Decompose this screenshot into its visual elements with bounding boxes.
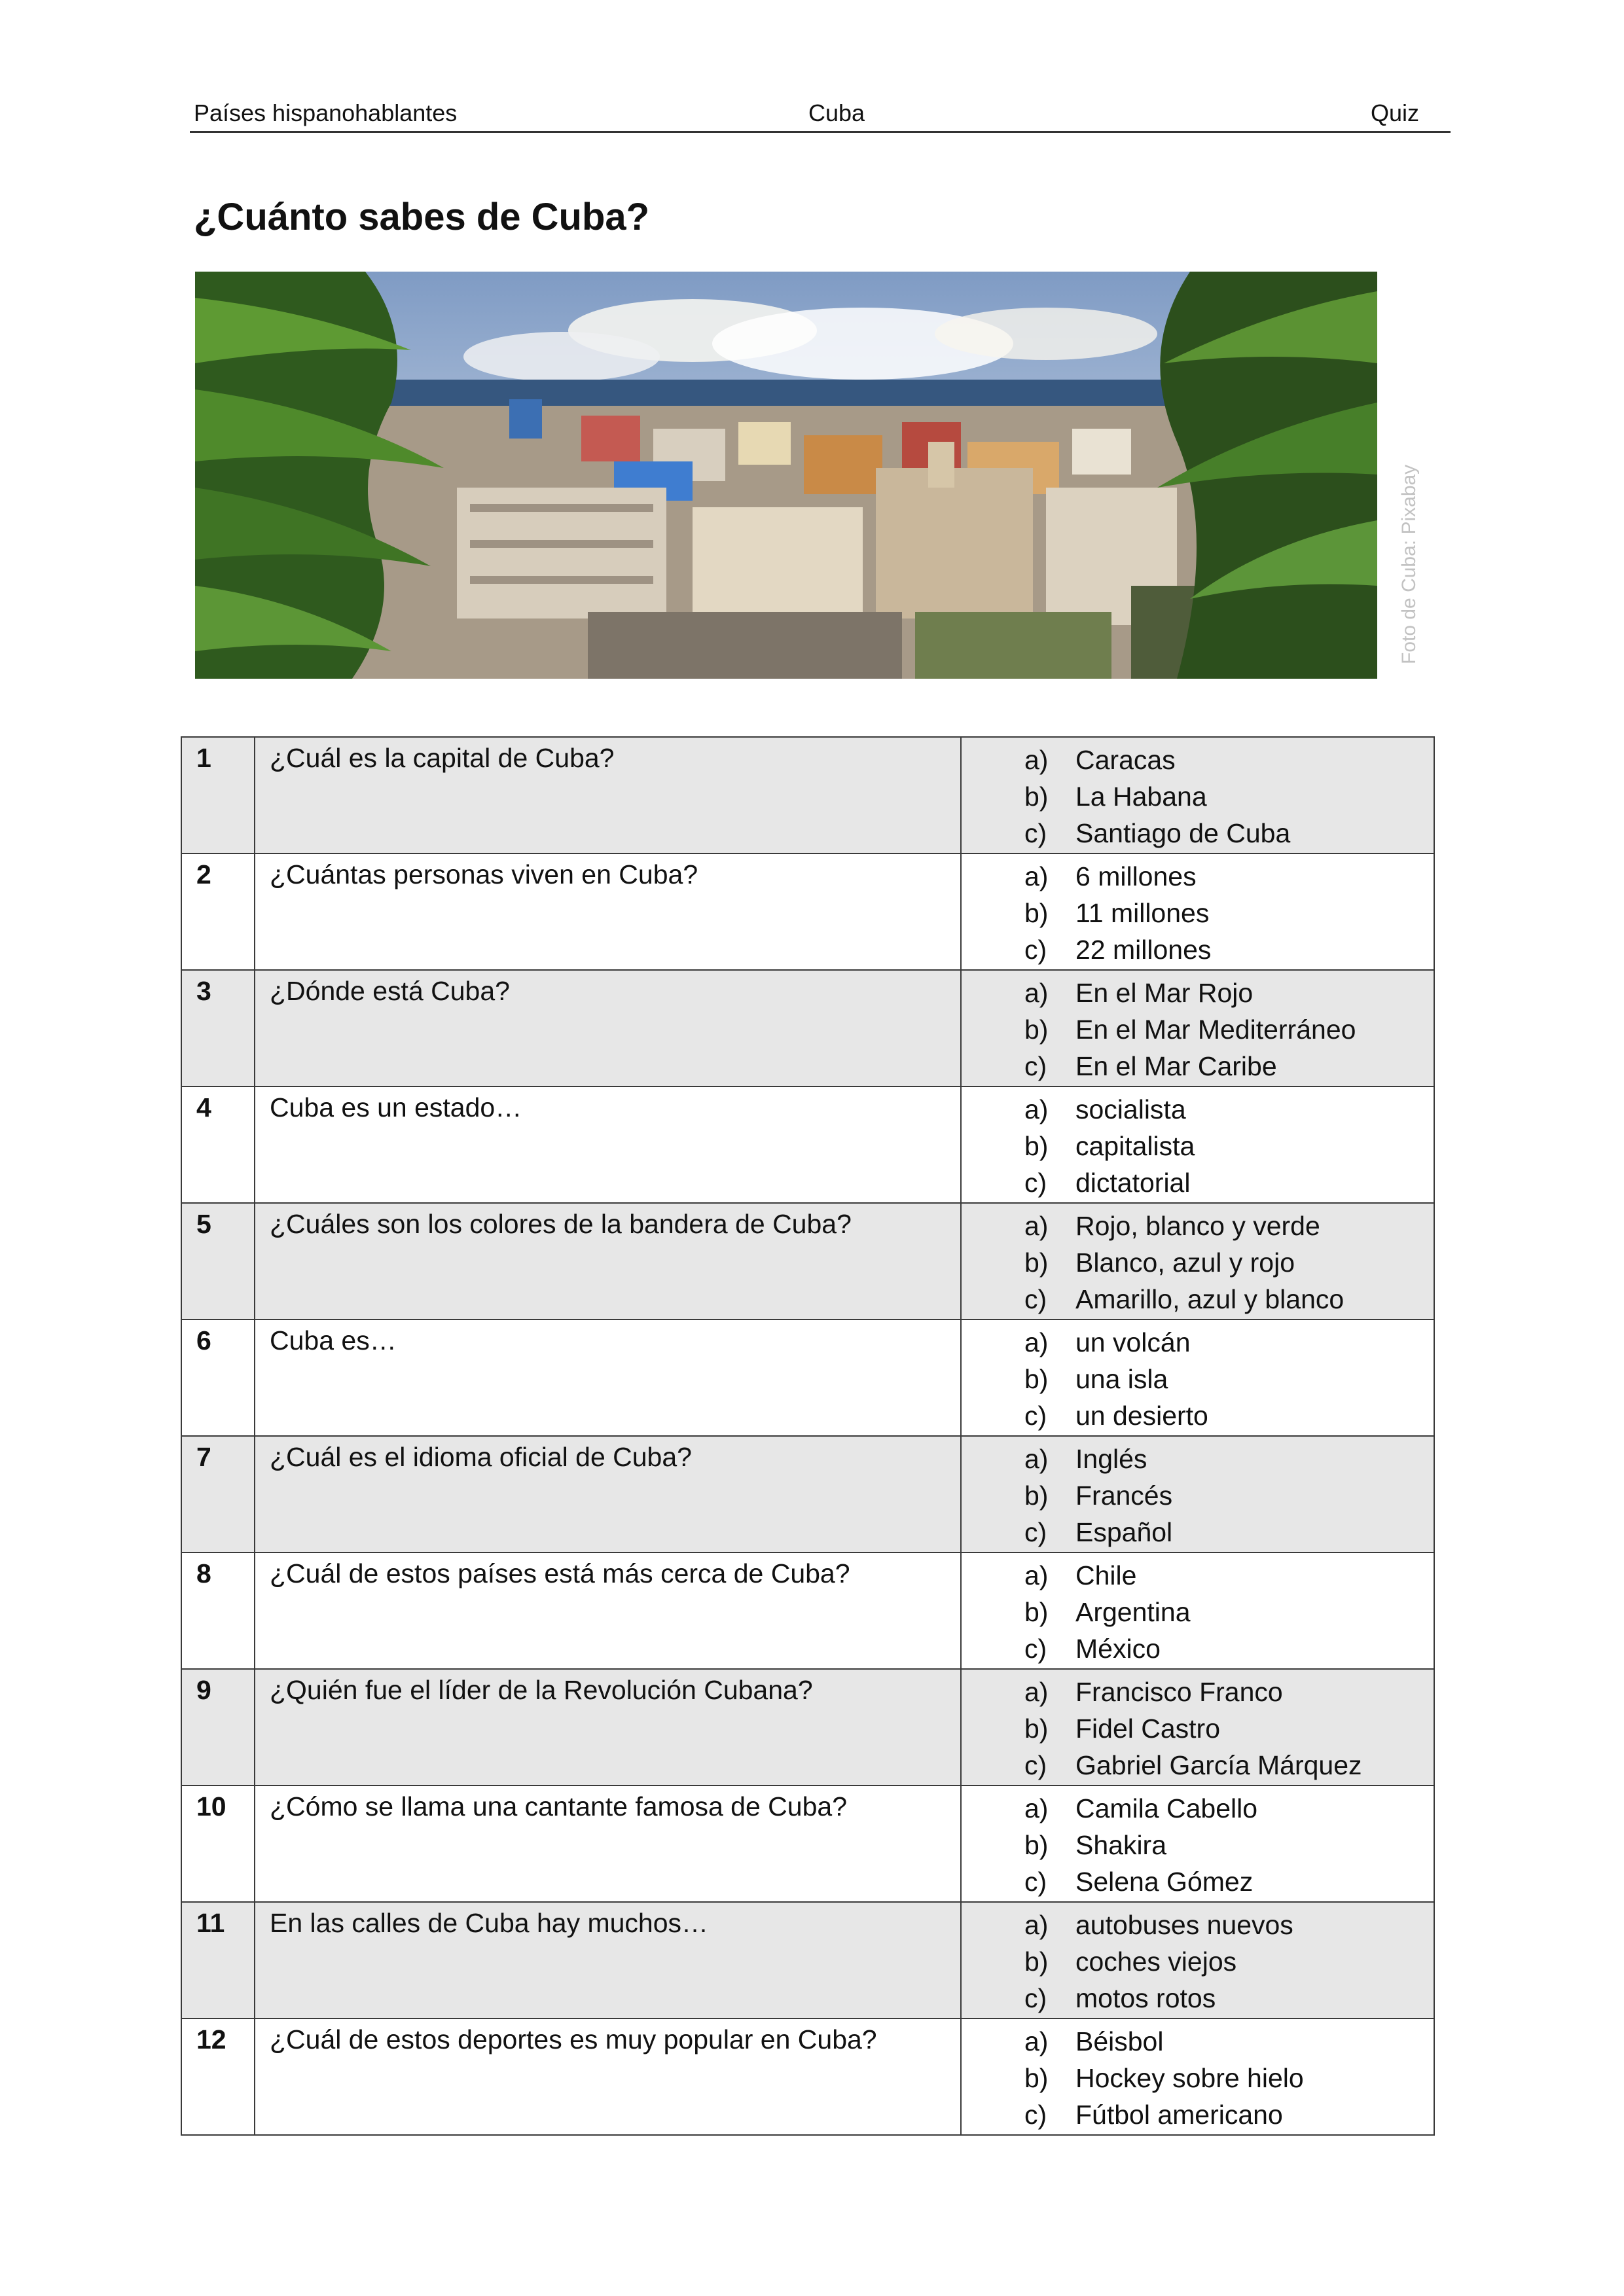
question-text: ¿Cuál de estos países está más cerca de Cuba? <box>255 1552 961 1669</box>
option-text: Hockey sobre hielo <box>1075 2063 1304 2093</box>
option-letter: c) <box>1024 1867 1047 1897</box>
option-letter: b) <box>1024 1597 1049 1627</box>
option-letter: b) <box>1024 2063 1049 2093</box>
option-letter: a) <box>1024 1444 1049 1474</box>
question-number: 11 <box>181 1902 255 2018</box>
option-letter: a) <box>1024 1793 1049 1823</box>
answer-options <box>961 1552 1434 1669</box>
answer-options <box>961 1436 1434 1552</box>
option-text: Blanco, azul y rojo <box>1075 1247 1295 1278</box>
question-text: ¿Cuál de estos deportes es muy popular en Cuba? <box>255 2018 961 2135</box>
question-row <box>181 970 1434 1086</box>
answer-option[interactable] <box>1024 1325 1434 1362</box>
answer-options <box>961 853 1434 970</box>
option-text: Inglés <box>1075 1444 1147 1474</box>
option-text: La Habana <box>1075 781 1207 812</box>
option-letter: b) <box>1024 1014 1049 1045</box>
option-text: Francisco Franco <box>1075 1677 1283 1707</box>
question-text: En las calles de Cuba hay muchos… <box>255 1902 961 2018</box>
question-text: Cuba es un estado… <box>255 1086 961 1203</box>
question-text: ¿Cuál es la capital de Cuba? <box>255 737 961 853</box>
question-text: ¿Cuántas personas viven en Cuba? <box>255 853 961 970</box>
option-letter: c) <box>1024 818 1047 848</box>
answer-option[interactable] <box>1024 1013 1434 1049</box>
option-text: dictatorial <box>1075 1168 1191 1198</box>
answer-option[interactable] <box>1024 1632 1434 1668</box>
answer-options <box>961 1203 1434 1319</box>
option-text: capitalista <box>1075 1131 1195 1161</box>
answer-options <box>961 737 1434 853</box>
option-text: 22 millones <box>1075 935 1212 965</box>
answer-option[interactable] <box>1024 743 1434 780</box>
option-letter: b) <box>1024 1830 1049 1860</box>
option-text: Béisbol <box>1075 2026 1164 2056</box>
answer-options <box>961 1669 1434 1785</box>
question-row <box>181 1669 1434 1785</box>
option-text: En el Mar Caribe <box>1075 1051 1277 1081</box>
answer-option[interactable] <box>1024 816 1434 853</box>
answer-options <box>961 1086 1434 1203</box>
option-letter: a) <box>1024 1677 1049 1707</box>
question-row <box>181 1086 1434 1203</box>
option-text: Selena Gómez <box>1075 1867 1254 1897</box>
answer-options <box>961 1319 1434 1436</box>
question-number: 5 <box>181 1203 255 1319</box>
option-text: Amarillo, azul y blanco <box>1075 1284 1344 1314</box>
option-text: Fidel Castro <box>1075 1713 1221 1744</box>
option-letter: a) <box>1024 978 1049 1008</box>
option-text: En el Mar Rojo <box>1075 978 1254 1008</box>
option-text: Argentina <box>1075 1597 1191 1627</box>
option-letter: c) <box>1024 1284 1047 1314</box>
question-text: ¿Quién fue el líder de la Revolución Cubana? <box>255 1669 961 1785</box>
question-row <box>181 1785 1434 1902</box>
option-letter: b) <box>1024 1364 1049 1394</box>
answer-option[interactable] <box>1024 1442 1434 1479</box>
question-number: 10 <box>181 1785 255 1902</box>
answer-options <box>961 1785 1434 1902</box>
question-number: 8 <box>181 1552 255 1669</box>
page-header <box>190 97 1451 133</box>
answer-option[interactable] <box>1024 859 1434 896</box>
question-text: ¿Dónde está Cuba? <box>255 970 961 1086</box>
answer-options <box>961 970 1434 1086</box>
question-number: 3 <box>181 970 255 1086</box>
question-number: 7 <box>181 1436 255 1552</box>
option-text: En el Mar Mediterráneo <box>1075 1014 1356 1045</box>
question-row <box>181 2018 1434 2135</box>
option-text: Francés <box>1075 1480 1173 1511</box>
answer-option[interactable] <box>1024 1712 1434 1748</box>
option-text: motos rotos <box>1075 1983 1216 2013</box>
answer-option[interactable] <box>1024 1362 1434 1399</box>
answer-option[interactable] <box>1024 1945 1434 1981</box>
option-letter: c) <box>1024 1401 1047 1431</box>
question-row <box>181 853 1434 970</box>
option-letter: a) <box>1024 1910 1049 1940</box>
answer-option[interactable] <box>1024 1675 1434 1712</box>
page-title: ¿Cuánto sabes de Cuba? <box>194 196 650 238</box>
header-type: Quiz <box>1370 99 1419 126</box>
option-letter: b) <box>1024 1480 1049 1511</box>
answer-option[interactable] <box>1024 1209 1434 1246</box>
header-subject: Países hispanohablantes <box>194 99 458 126</box>
answer-option[interactable] <box>1024 1828 1434 1865</box>
question-number: 1 <box>181 737 255 853</box>
option-letter: a) <box>1024 745 1049 775</box>
answer-option[interactable] <box>1024 1129 1434 1166</box>
question-text: ¿Cuál es el idioma oficial de Cuba? <box>255 1436 961 1552</box>
option-letter: a) <box>1024 1327 1049 1357</box>
option-letter: a) <box>1024 2026 1049 2056</box>
option-letter: b) <box>1024 1713 1049 1744</box>
option-text: México <box>1075 1634 1161 1664</box>
option-text: coches viejos <box>1075 1946 1237 1977</box>
option-letter: c) <box>1024 1168 1047 1198</box>
answer-option[interactable] <box>1024 1282 1434 1319</box>
photo-credit: Foto de Cuba: Pixabay <box>1398 464 1420 664</box>
answer-option[interactable] <box>1024 2061 1434 2098</box>
option-letter: c) <box>1024 1983 1047 2013</box>
question-number: 6 <box>181 1319 255 1436</box>
question-row <box>181 1902 1434 2018</box>
answer-option[interactable] <box>1024 1981 1434 2018</box>
option-text: Camila Cabello <box>1075 1793 1258 1823</box>
option-text: Caracas <box>1075 745 1176 775</box>
answer-option[interactable] <box>1024 2098 1434 2134</box>
answer-option[interactable] <box>1024 1479 1434 1515</box>
option-letter: b) <box>1024 1946 1049 1977</box>
answer-option[interactable] <box>1024 896 1434 933</box>
option-letter: c) <box>1024 2100 1047 2130</box>
question-number: 4 <box>181 1086 255 1203</box>
question-text: ¿Cómo se llama una cantante famosa de Cuba? <box>255 1785 961 1902</box>
answer-option[interactable] <box>1024 1865 1434 1901</box>
header-topic: Cuba <box>808 99 865 126</box>
option-text: socialista <box>1075 1094 1186 1124</box>
option-text: un volcán <box>1075 1327 1191 1357</box>
question-row <box>181 1319 1434 1436</box>
option-text: Español <box>1075 1517 1173 1547</box>
question-row <box>181 1552 1434 1669</box>
option-text: autobuses nuevos <box>1075 1910 1293 1940</box>
option-text: 11 millones <box>1075 898 1210 928</box>
answer-option[interactable] <box>1024 1595 1434 1632</box>
answer-option[interactable] <box>1024 1748 1434 1785</box>
answer-option[interactable] <box>1024 1558 1434 1595</box>
option-letter: c) <box>1024 1750 1047 1780</box>
option-text: una isla <box>1075 1364 1168 1394</box>
option-text: 6 millones <box>1075 861 1197 891</box>
answer-options <box>961 1902 1434 2018</box>
option-letter: b) <box>1024 781 1049 812</box>
question-row <box>181 1436 1434 1552</box>
answer-option[interactable] <box>1024 1246 1434 1282</box>
answer-option[interactable] <box>1024 1049 1434 1086</box>
question-number: 9 <box>181 1669 255 1785</box>
option-text: Chile <box>1075 1560 1137 1590</box>
option-letter: b) <box>1024 1131 1049 1161</box>
option-letter: a) <box>1024 861 1049 891</box>
answer-option[interactable] <box>1024 780 1434 816</box>
answer-option[interactable] <box>1024 933 1434 969</box>
option-letter: a) <box>1024 1560 1049 1590</box>
question-text: Cuba es… <box>255 1319 961 1436</box>
question-row <box>181 1203 1434 1319</box>
option-letter: c) <box>1024 1634 1047 1664</box>
answer-option[interactable] <box>1024 1908 1434 1945</box>
answer-option[interactable] <box>1024 2024 1434 2061</box>
option-text: un desierto <box>1075 1401 1208 1431</box>
option-text: Rojo, blanco y verde <box>1075 1211 1320 1241</box>
answer-option[interactable] <box>1024 1092 1434 1129</box>
answer-option[interactable] <box>1024 1515 1434 1552</box>
question-text: ¿Cuáles son los colores de la bandera de Cuba? <box>255 1203 961 1319</box>
option-letter: c) <box>1024 935 1047 965</box>
question-row <box>181 737 1434 853</box>
answer-option[interactable] <box>1024 976 1434 1013</box>
option-text: Fútbol americano <box>1075 2100 1283 2130</box>
option-letter: b) <box>1024 898 1049 928</box>
option-letter: c) <box>1024 1517 1047 1547</box>
option-letter: c) <box>1024 1051 1047 1081</box>
answer-option[interactable] <box>1024 1399 1434 1435</box>
answer-option[interactable] <box>1024 1791 1434 1828</box>
question-number: 2 <box>181 853 255 970</box>
answer-option[interactable] <box>1024 1166 1434 1202</box>
option-text: Shakira <box>1075 1830 1167 1860</box>
option-letter: a) <box>1024 1211 1049 1241</box>
option-text: Santiago de Cuba <box>1075 818 1291 848</box>
option-letter: b) <box>1024 1247 1049 1278</box>
option-letter: a) <box>1024 1094 1049 1124</box>
answer-options <box>961 2018 1434 2135</box>
option-text: Gabriel García Márquez <box>1075 1750 1362 1780</box>
havana-cityscape-photo <box>195 272 1377 679</box>
quiz-table <box>181 736 1435 2136</box>
question-number: 12 <box>181 2018 255 2135</box>
